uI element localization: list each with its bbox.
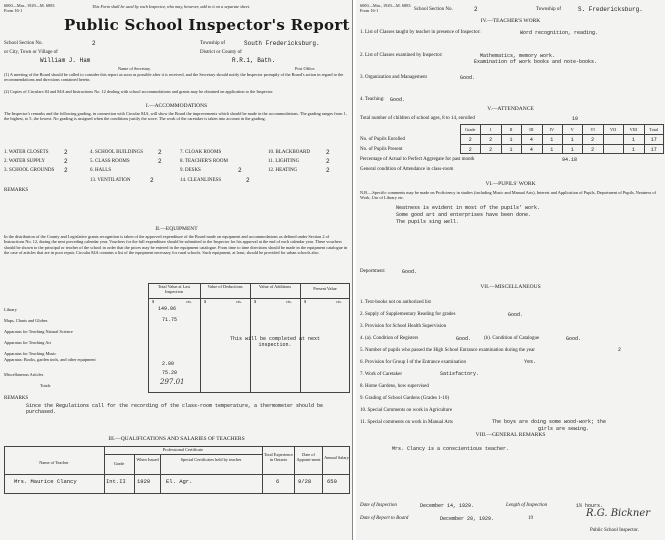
right-school-no: 2: [474, 6, 478, 13]
equip-row-music: Apparatus for Teaching Music: [4, 351, 57, 356]
section-miscellaneous: VII.—MISCELLANEOUS: [480, 284, 541, 290]
att-enrolled-cell: 17: [650, 137, 657, 143]
accommodations-text: The Inspector's remarks and the following grading, in connection with Circular 84A, will show the Board the improvements which should be made in the accommodations. The grading ranges from 1, the highest, to 5, the lowest. No grading is assigned when the conditions justify the score. The work of the caretaker is taken into account in the grading.: [4, 111, 347, 122]
inspector-signature: R.G. Bickner: [586, 508, 651, 519]
equip-unit-dollars-3: $: [254, 299, 257, 304]
accom-grade-14: 2: [246, 177, 250, 184]
misc-3: 3. Provision for School Health Supervision: [360, 324, 447, 329]
equip-value-maps: 71.75: [162, 317, 178, 323]
misc-11-value: The boys are doing some wood-work; the: [492, 419, 607, 425]
accom-item-2: 2. WATER SUPPLY: [4, 159, 45, 164]
intro-paragraph-1: (1) A meeting of the Board should be called to consider this report as soon as possible after it is received, and the Secretary should notify the Inspector promptly of the Board's action in regard to the recommendations and directions contained herein.: [4, 72, 344, 83]
deportment-label: Deportment:: [360, 269, 386, 274]
work-2-value: Mathematics, memory work.: [480, 53, 556, 59]
att-grade-header: III: [529, 127, 534, 132]
att-present-cell: 1: [570, 147, 574, 153]
accom-grade-12: 2: [326, 167, 330, 174]
equip-unit-dollars-4: $: [304, 299, 307, 304]
equip-value-totals: 297.01: [160, 378, 185, 386]
school-section-label: School Section No.: [4, 41, 43, 46]
att-grade-header: II: [509, 127, 513, 132]
section-equipment: II.—EQUIPMENT: [155, 226, 198, 232]
accom-item-3: 3. SCHOOL GROUNDS: [4, 168, 55, 173]
section-attendance: V.—ATTENDANCE: [487, 106, 534, 112]
accom-item-12: 12. HEATING: [268, 168, 298, 173]
length-value: 1½ hours.: [576, 503, 604, 509]
date-inspection-value: December 14, 1929.: [420, 503, 475, 509]
accom-item-1: 1. WATER CLOSETS: [4, 150, 49, 155]
misc-8: 8. Home Gardens, how supervised: [360, 384, 429, 389]
equip-unit-cents-3: cts.: [286, 299, 292, 304]
remarks-label-1: REMARKS: [4, 188, 29, 193]
post-office-label: Post Office.: [295, 66, 316, 71]
equip-unit-cents-2: cts.: [236, 299, 242, 304]
top-code: 6000—Mar., 1929—M. 6883: [4, 3, 55, 8]
att-present-cell: 2: [468, 147, 472, 153]
teacher-issued: 1920: [137, 478, 151, 485]
equip-unit-dollars: $: [152, 299, 155, 304]
work-2-value-b: Examination of work books and note-books.: [474, 59, 598, 65]
work-2-label: 2. List of Classes examined by Inspector:: [360, 53, 443, 58]
accom-grade-10: 2: [326, 149, 330, 156]
equip-header-deductions: Value of Deductions: [207, 284, 243, 289]
accom-grade-3: 2: [64, 167, 68, 174]
equip-header-last: Total Value at Last Inspection: [157, 284, 191, 295]
section-qualifications: III.—QUALIFICATIONS AND SALARIES OF TEACHERS: [108, 436, 245, 442]
pupils-work-line-2: Some good art and enterprises have been done.: [396, 212, 532, 218]
misc-1: 1. Text-books not on authorized list: [360, 300, 431, 305]
accom-grade-5: 2: [158, 158, 162, 165]
right-page: [356, 0, 665, 540]
att-enrolled-cell: 4: [529, 137, 533, 143]
att-enrolled-cell: 2: [489, 137, 493, 143]
att-enrolled-cell: 2: [591, 137, 595, 143]
equip-unit-dollars-2: $: [204, 299, 207, 304]
pupils-work-line-1: Neatness is evident in most of the pupils' work.: [396, 205, 541, 211]
misc-4b: (b). Condition of Catalogue: [484, 336, 540, 341]
misc-4a-value: Good.: [456, 336, 472, 342]
att-grade-header: Grade: [464, 127, 476, 132]
remarks-label-2: REMARKS: [4, 396, 29, 401]
pupils-work-line-3: The pupils sing well.: [396, 219, 460, 225]
equip-unit-cents-4: cts.: [336, 299, 342, 304]
section-accommodations: I.—ACCOMMODATIONS: [145, 103, 208, 109]
att-present-cell: 1: [550, 147, 554, 153]
prof-cert-header: Professional Certificate: [162, 447, 204, 452]
att-present-cell: 1: [631, 147, 635, 153]
right-school-label: School Section No.: [414, 7, 453, 12]
misc-9: 9. Grading of School Gardens (Grades 1-10): [360, 396, 450, 401]
att-present-cell: 1: [509, 147, 513, 153]
right-township: S. Fredericksburg.: [578, 6, 643, 13]
teach-header-name: Name of Teacher: [39, 460, 69, 465]
teacher-experience: 6: [276, 478, 280, 485]
equip-note: This will be completed at next inspection.: [229, 336, 320, 349]
work-1-value: Word recognition, reading.: [520, 30, 599, 36]
form-notice: This Form shall be used by each Inspector, who may, however, add to it on a separate sheet.: [92, 4, 251, 9]
district-value: R.R.1, Bath.: [232, 57, 276, 64]
att-grade-header: VIII: [629, 127, 638, 132]
att-present-cell: 2: [489, 147, 493, 153]
teacher-special: El. Agr.: [166, 478, 193, 485]
date-report-value: December 20, 1929.: [440, 516, 495, 522]
form-number: Form 16-1: [4, 8, 23, 13]
att-enrolled-cell: 1: [631, 137, 635, 143]
misc-7-value: Satisfactory.: [440, 371, 480, 377]
teach-header-appointment: Date of Appoint-ment: [296, 452, 321, 463]
equip-value-misc: 75.20: [162, 370, 178, 376]
misc-5: 5. Number of pupils who passed the High School Entrance examination during the year: [360, 348, 535, 353]
accom-item-8: 8. TEACHER'S ROOM: [180, 159, 228, 164]
date-inspection-label: Date of Inspection: [360, 503, 397, 508]
work-3-value: Good.: [460, 75, 476, 81]
att-enrolled-cell: 1: [550, 137, 554, 143]
misc-7: 7. Work of Caretaker: [360, 372, 402, 377]
att-enrolled-label: No. of Pupils Enrolled: [360, 137, 405, 142]
signature-label: Public School Inspector.: [590, 528, 639, 533]
accom-item-14: 14. CLEANLINESS: [180, 178, 222, 183]
accom-item-10: 10. BLACKBOARD: [268, 150, 310, 155]
misc-6: 6. Provision for Group I of the Entrance examination: [360, 360, 466, 365]
att-grade-header: VI: [590, 127, 595, 132]
equip-row-library: Library: [4, 307, 17, 312]
work-4-label: 4. Teaching:: [360, 97, 385, 102]
city-label: or City, Town or Village of: [4, 50, 58, 55]
right-form-number: Form 16-1: [360, 8, 379, 13]
accom-grade-9: 2: [238, 167, 242, 174]
accom-item-5: 5. CLASS ROOMS: [90, 159, 130, 164]
secretary-name: William J. Ham: [40, 57, 91, 64]
att-present-cell: 17: [650, 147, 657, 153]
misc-2: 2. Supply of Supplementary Reading for grades: [360, 312, 456, 317]
accom-grade-11: 2: [326, 158, 330, 165]
att-percentage-label: Percentage of Actual to Perfect Aggregate for past month: [360, 157, 475, 162]
att-general-label: General condition of Attendance in class-room: [360, 167, 454, 172]
equip-header-present: Present Value: [313, 286, 337, 291]
att-enrolled-cell: 1: [509, 137, 513, 143]
page-title: Public School Inspector's Report: [64, 16, 350, 34]
teach-header-grade: Grade: [113, 461, 125, 466]
att-present-label: No. of Pupils Present: [360, 147, 403, 152]
att-enrolled-cell: 2: [468, 137, 472, 143]
section-pupils-work: VI.—PUPILS' WORK: [485, 181, 536, 187]
accom-grade-1: 2: [64, 149, 68, 156]
district-label: District or County of: [200, 50, 242, 55]
equip-row-maps: Maps, Charts and Globes: [4, 318, 48, 323]
length-label: Length of Inspection: [506, 503, 548, 508]
equip-value-library: 149.06: [158, 306, 177, 312]
misc-6-value: Yes.: [524, 359, 537, 365]
accom-item-11: 11. LIGHTING: [268, 159, 300, 164]
teach-header-issued: When Issued: [136, 457, 159, 462]
secretary-label: Name of Secretary.: [118, 66, 152, 71]
date-report-label: Date of Report to Board: [360, 516, 409, 521]
misc-5-value: 2: [618, 347, 622, 353]
intro-paragraph-2: (2) Copies of Circulars 84 and 84A and Instructions No. 12 dealing with school accommodations and grants may be obtained on application to the Inspector.: [4, 89, 274, 94]
att-grade-header: VII: [610, 127, 616, 132]
teacher-appointment: 9/28: [298, 478, 312, 485]
misc-2-value: Good.: [508, 312, 524, 318]
equip-row-misc: Miscellaneous Articles: [4, 372, 44, 377]
work-4-value: Good.: [390, 97, 406, 103]
section-general-remarks: VIII.—GENERAL REMARKS: [475, 432, 546, 438]
teach-header-special: Special Certificates held by teacher: [180, 457, 242, 462]
teach-header-salary: Annual Salary: [324, 455, 349, 460]
att-grade-header: I: [489, 127, 492, 132]
accom-grade-2: 2: [64, 158, 68, 165]
equip-row-science: Apparatus for Teaching Natural Science: [4, 329, 73, 334]
misc-11: 11. Special comments on work in Manual Arts: [360, 420, 453, 425]
general-remark-1: Mrs. Clancy is a conscientious teacher.: [392, 446, 510, 452]
remarks-text-2: Since the Regulations call for the recording of the class-room temperature, a thermometer should be purchased.: [26, 403, 324, 416]
equip-unit-cents: cts.: [186, 299, 192, 304]
att-enrolled-cell: 1: [570, 137, 574, 143]
right-township-label: Township of: [536, 7, 562, 12]
misc-11-value-b: girls are sewing.: [538, 426, 590, 432]
misc-4b-value: Good.: [566, 336, 582, 342]
equip-value-apparatus: 2.00: [162, 361, 175, 367]
att-grade-header: IV: [549, 127, 555, 132]
misc-10: 10. Special Comments on work in Agriculture: [360, 408, 453, 413]
accom-item-9: 9. DESKS: [180, 168, 201, 173]
equip-header-additions: Value of Additions: [258, 284, 292, 289]
teacher-name: Mrs. Maurice Clancy: [14, 478, 77, 485]
att-percentage-value: 94.18: [562, 157, 578, 163]
teacher-salary: 650: [327, 478, 337, 485]
accom-item-7: 7. CLOAK ROOMS: [180, 150, 222, 155]
pupils-work-note: N.B.—Specific comments may be made on Proficiency in studies (including Music and Manual Arts), Interest and Application of Pupils, Deportment of Pupils, Neatness of Work, Use of Library etc.: [360, 190, 656, 201]
school-section-value: 2: [92, 40, 96, 47]
equipment-text: In the distribution of the County and Legislative grants recognition is taken of the approved expenditure of the Board made on equipment and accommodations as defined under Section 2 of Instructions No. 12, during the next preceding calendar year. Vouchers for the full expenditure should be submitted to the Inspector for his approval at the end of each calendar year. These vouchers should be shown to the principal or teacher of the school in order that the prices may be entered in the equipment catalogue. From time to time directions should be made in the equipment catalogue in the case of articles that are in poor repair. Circular 84A contains a list of the equipment necessary for rural schools. Such equipment, at least, should be provided for urban schools also.: [4, 234, 348, 256]
att-total-label: Total number of children of school ages, 8 to 14, enrolled: [360, 116, 475, 121]
work-1-label: 1. List of Classes taught by teacher in presence of Inspector:: [360, 30, 481, 35]
att-grade-header: V: [570, 127, 574, 132]
section-teachers-work: IV.—TEACHER'S WORK: [480, 18, 541, 24]
equip-row-totals: Totals: [40, 383, 51, 388]
accom-grade-4: 2: [158, 149, 162, 156]
equip-row-apparatus: Apparatus: Books, garden tools, and other equipment: [4, 357, 96, 362]
accom-item-6: 6. HALLS: [90, 168, 112, 173]
att-total-value: 10: [572, 116, 579, 122]
work-3-label: 3. Organization and Management: [360, 75, 427, 80]
accom-item-13: 13. VENTILATION: [90, 178, 131, 183]
att-present-cell: 2: [591, 147, 595, 153]
township-value: South Fredericksburg.: [244, 40, 320, 47]
teacher-grade: Int.II: [106, 478, 126, 485]
township-label: Township of: [200, 41, 226, 46]
teach-header-experience: Total Experience in Ontario: [263, 452, 294, 463]
accom-grade-13: 2: [150, 177, 154, 184]
year-suffix: 19: [528, 516, 533, 521]
deportment-value: Good.: [402, 269, 418, 275]
misc-4a: 4. (a). Condition of Registers: [360, 336, 419, 341]
att-grade-header: Total: [649, 127, 659, 132]
att-present-cell: 4: [529, 147, 533, 153]
right-top-code: 6000—Mar., 1929—M. 6883: [360, 3, 411, 8]
equip-row-art: Apparatus for Teaching Art: [4, 340, 51, 345]
accom-item-4: 4. SCHOOL BUILDINGS: [90, 150, 144, 155]
